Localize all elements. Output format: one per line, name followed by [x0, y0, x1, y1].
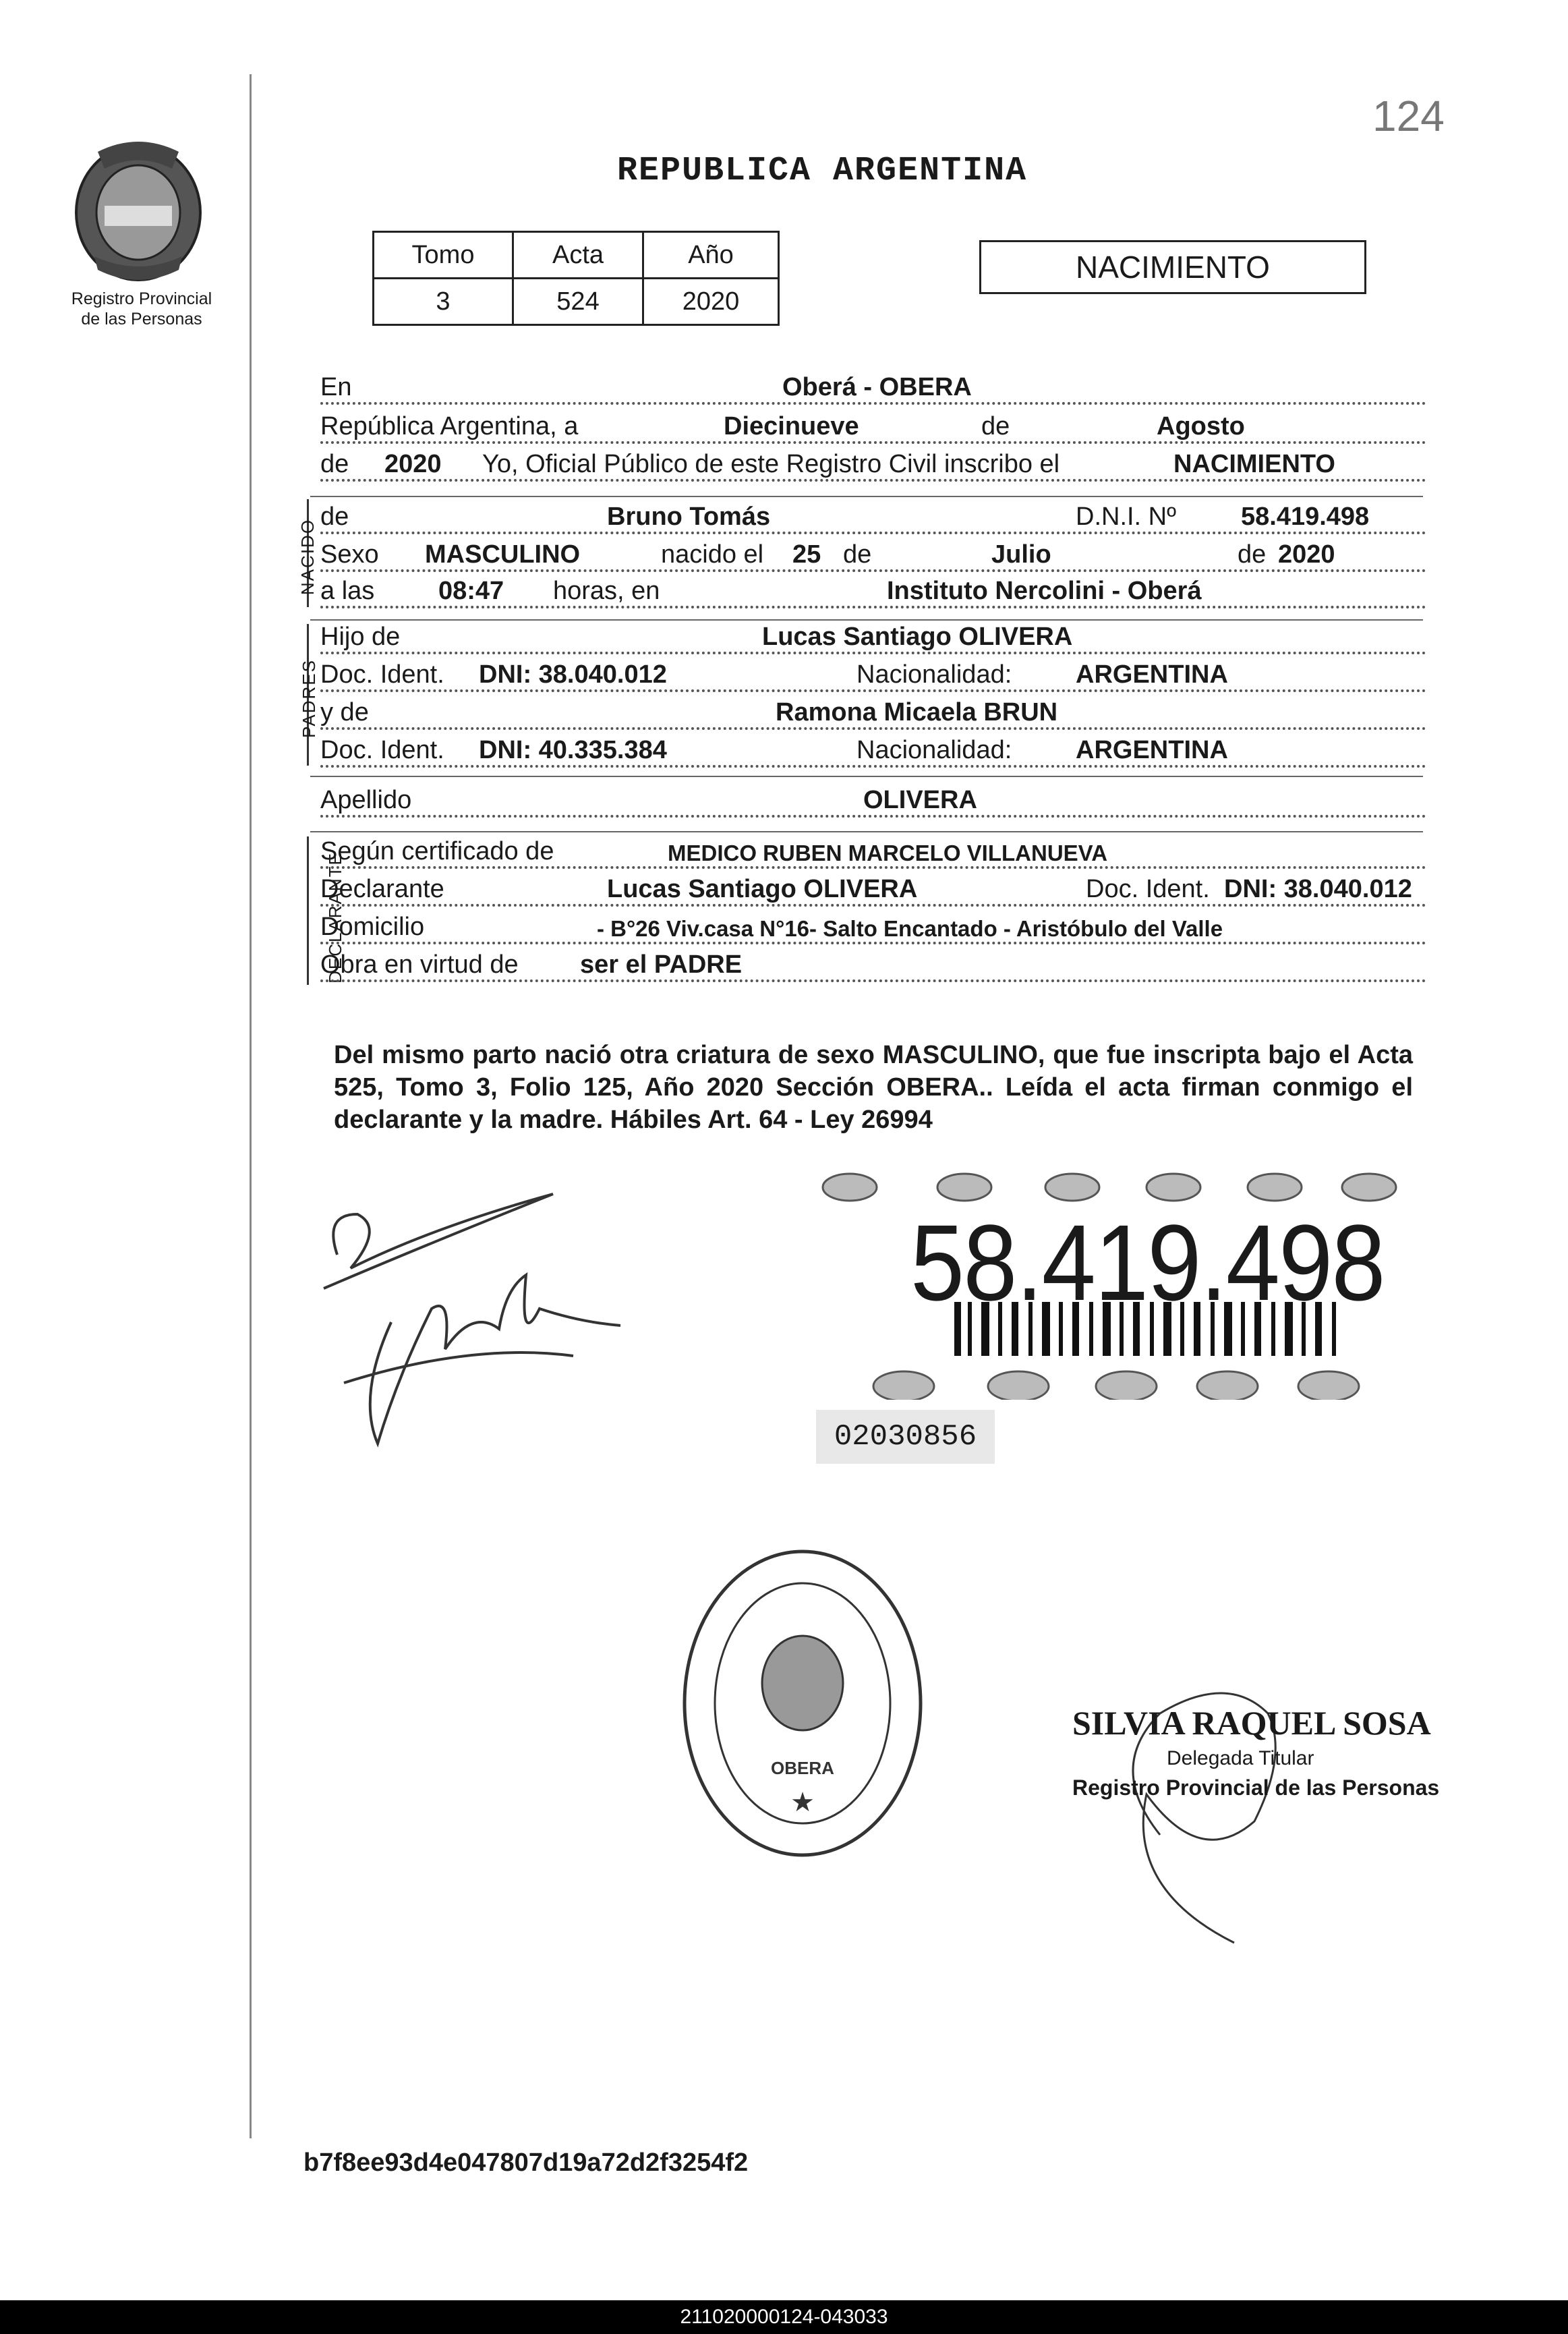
- official-stamp: [674, 1541, 931, 1865]
- footer-id: 211020000124-043033: [0, 2300, 1568, 2334]
- control-number: 02030856: [816, 1410, 995, 1464]
- record-table: Tomo Acta Año 3 524 2020: [372, 231, 780, 326]
- official-role: Delegada Titular: [1167, 1747, 1314, 1769]
- record-type: NACIMIENTO: [979, 240, 1366, 294]
- row-sexo: Sexo MASCULINO nacido el 25 de Julio de 2020: [320, 540, 1426, 577]
- row-en: En Oberá - OBERA: [320, 372, 1426, 410]
- stamp-city: OBERA: [771, 1758, 834, 1778]
- svg-text:★: ★: [790, 1788, 815, 1817]
- birth-note: Del mismo parto nació otra criatura de sexo MASCULINO, que fue inscripta bajo el Acta 525, Tomo 3, Folio 125, Año 2020 Sección OBERA.. Leída el acta firman conmigo el declarante y la madre. Hábiles Art. 64 - Ley 26994: [334, 1041, 1413, 1134]
- document-hash: b7f8ee93d4e047807d19a72d2f3254f2: [303, 2148, 749, 2177]
- margin-line: [250, 74, 252, 2138]
- row-father-doc: Doc. Ident. DNI: 38.040.012 Nacionalidad: ARGENTINA: [320, 660, 1426, 698]
- official-name: SILVIA RAQUEL SOSA: [1072, 1704, 1431, 1742]
- row-hora: a las 08:47 horas, en Instituto Nercolini - Oberá: [320, 576, 1426, 614]
- official-office: Registro Provincial de las Personas: [1072, 1775, 1440, 1800]
- row-mother-doc: Doc. Ident. DNI: 40.335.384 Nacionalidad: ARGENTINA: [320, 735, 1426, 773]
- row-republica: República Argentina, a Diecinueve de Agosto: [320, 411, 1426, 449]
- row-apellido: Apellido OLIVERA: [320, 785, 1426, 823]
- row-declarante: Declarante Lucas Santiago OLIVERA Doc. Ident. DNI: 38.040.012: [320, 874, 1426, 912]
- row-father: Hijo de Lucas Santiago OLIVERA: [320, 622, 1426, 660]
- row-year: de 2020 Yo, Oficial Público de este Registro Civil inscribo el NACIMIENTO: [320, 449, 1426, 487]
- page-number: 124: [1372, 92, 1445, 140]
- security-number: 58.419.498: [910, 1202, 1385, 1323]
- row-domicilio: Domicilio - B°26 Viv.casa N°16- Salto Encantado - Aristóbulo del Valle: [320, 912, 1426, 950]
- row-mother: y de Ramona Micaela BRUN: [320, 698, 1426, 735]
- logo-caption: Registro Provincial de las Personas: [71, 289, 212, 329]
- province-seal-logo: [71, 132, 206, 287]
- row-certificado: Según certificado de MEDICO RUBEN MARCELO VILLANUEVA: [320, 836, 1426, 874]
- document-title: REPUBLICA ARGENTINA: [617, 152, 1028, 190]
- row-obra: Obra en virtud de ser el PADRE: [320, 950, 1426, 988]
- handwritten-signatures: [297, 1174, 647, 1457]
- row-child-name: de Bruno Tomás D.N.I. Nº 58.419.498: [320, 502, 1426, 540]
